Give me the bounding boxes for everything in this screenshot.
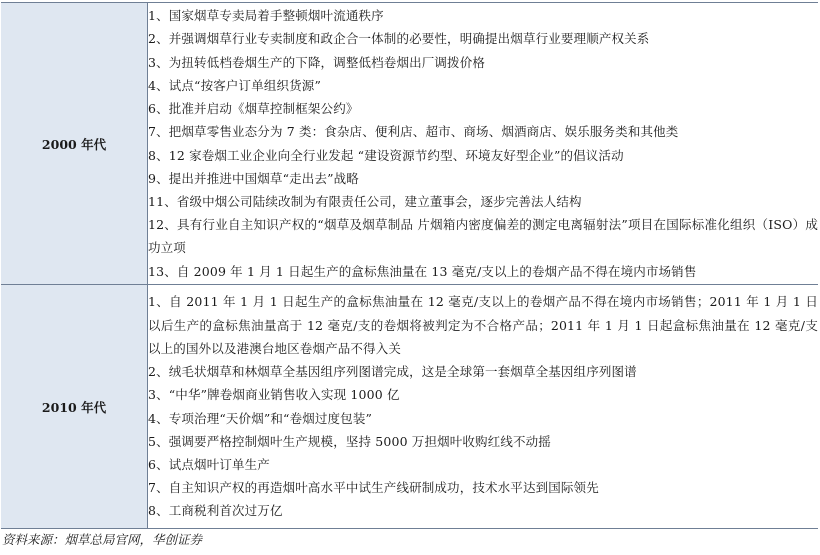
era-label: 2000 年代 — [1, 3, 148, 285]
list-item: 8、工商税利首次过万亿 — [148, 503, 283, 519]
list-item: 4、专项治理“天价烟”和“卷烟过度包装” — [148, 410, 373, 426]
list-item: 12、具有行业自主知识产权的“烟草及烟草制品 片烟箱内密度偏差的测定电离辐射法”项目在国际标准化组织（ISO）成功立项 — [148, 217, 818, 256]
list-item: 3、为扭转低档卷烟生产的下降，调整低档卷烟出厂调拨价格 — [148, 54, 486, 70]
list-item: 9、提出并推进中国烟草“走出去”战略 — [148, 170, 359, 186]
list-item: 4、试点“按客户订单组织货源” — [148, 77, 321, 93]
event-list — [148, 285, 819, 529]
list-item: 3、“中华”牌卷烟商业销售收入实现 1000 亿 — [148, 387, 400, 403]
list-item: 1、自 2011 年 1 月 1 日起生产的盒标焦油量在 12 毫克/支以上的卷烟产品不得在境内市场销售；2011 年 1 月 1 日以后生产的盒标焦油量高于 12 毫克/支的卷烟将被判定为不合格产品；2011 年 1 月 1 日起盒标焦油量在 12 毫克/支以上的国外以及港澳台地区卷烟产品不得入关 — [148, 294, 818, 356]
list-item: 6、批准并启动《烟草控制框架公约》 — [148, 101, 359, 117]
event-list — [148, 3, 819, 285]
table-row — [1, 3, 818, 285]
source-note: 资料来源：烟草总局官网，华创证券 — [2, 532, 203, 547]
timeline-table — [1, 2, 818, 529]
list-item: 2、绒毛状烟草和林烟草全基因组序列图谱完成，这是全球第一套烟草全基因组序列图谱 — [148, 364, 637, 380]
list-item: 5、强调要严格控制烟叶生产规模，坚持 5000 万担烟叶收购红线不动摇 — [148, 433, 551, 449]
list-item: 1、国家烟草专卖局着手整顿烟叶流通秩序 — [148, 8, 384, 24]
era-label: 2010 年代 — [1, 285, 148, 529]
table-row — [1, 285, 818, 529]
list-item: 6、试点烟叶订单生产 — [148, 456, 270, 472]
list-item: 2、并强调烟草行业专卖制度和政企合一体制的必要性，明确提出烟草行业要理顺产权关系 — [148, 31, 650, 47]
list-item: 8、12 家卷烟工业企业向全行业发起 “建设资源节约型、环境友好型企业”的倡议活动 — [148, 147, 624, 163]
list-item: 7、把烟草零售业态分为 7 类：食杂店、便利店、超市、商场、烟酒商店、娱乐服务类和其他类 — [148, 124, 679, 140]
list-item: 7、自主知识产权的再造烟叶高水平中试生产线研制成功，技术水平达到国际领先 — [148, 480, 599, 496]
list-item: 13、自 2009 年 1 月 1 日起生产的盒标焦油量在 13 毫克/支以上的卷烟产品不得在境内市场销售 — [148, 263, 697, 279]
list-item: 11、省级中烟公司陆续改制为有限责任公司，建立董事会，逐步完善法人结构 — [148, 193, 582, 209]
